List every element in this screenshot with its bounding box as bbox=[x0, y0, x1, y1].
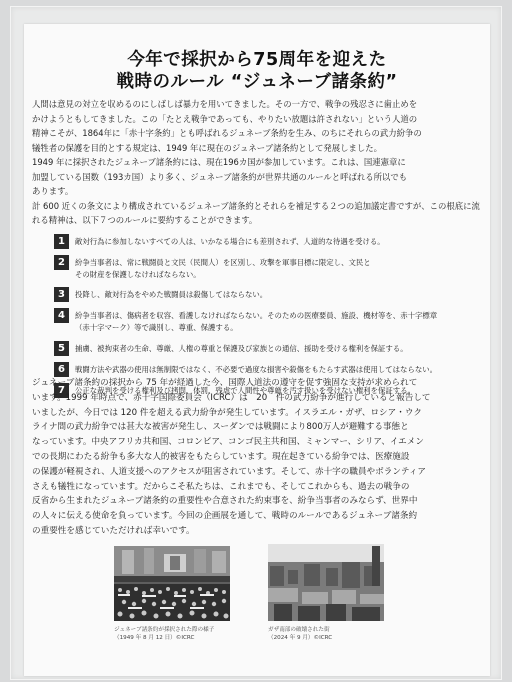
intro-line: 計 600 近くの条文により構成されているジュネーブ諸条約とそれらを補足する２つの追加議定書ですが、この根底に流れる精神は、以下７つのルールに要約することができます。 bbox=[32, 200, 480, 225]
rule-text: 捕虜、被拘束者の生命、尊厳、人権の尊重と保護及び家族との通信、援助を受ける権利を保証する。 bbox=[75, 344, 408, 353]
body-line: 反省から生まれたジュネーブ諸条約の重要性や合意された約束事を、紛争当事者のみならず、世界中 bbox=[32, 496, 418, 507]
rule-text: 公正な裁判を受ける権利及び拷問、体罰、残虐で人間性や尊厳を汚す扱いを受けない権利を保証する。 bbox=[75, 386, 415, 395]
rule-text: 敵対行為に参加しないすべての人は、いかなる場合にも差別されず、人道的な待遇を受ける。 bbox=[75, 237, 385, 246]
assembly-photo-image bbox=[114, 546, 230, 621]
body-line: ジュネーブ諸条約の採択から 75 年が経過した今、国際人道法の遵守を促す強固な支持が求められて bbox=[32, 378, 418, 388]
body-text bbox=[32, 376, 484, 539]
body-line: の人々に伝える使命を負っています。今回の企画展を通して、戦時のルールであるジュネーブ諸条約 bbox=[32, 511, 418, 522]
rule-item-5 bbox=[54, 341, 480, 358]
rule-item-1 bbox=[54, 234, 480, 251]
rule-number: 3 bbox=[54, 287, 69, 302]
title-line-2: 戦時のルール “ジュネーブ諸条約” bbox=[116, 72, 398, 92]
exhibit-panel bbox=[24, 24, 490, 676]
rule-text: 投降し、敵対行為をやめた戦闘員は殺傷してはならない。 bbox=[75, 290, 268, 299]
body-line: での長期にわたる紛争も多大な人的被害をもたらしています。現在起きている紛争では、医療施設 bbox=[32, 451, 410, 462]
rule-text: 戦闘方法や武器の使用は無制限ではなく、不必要で過度な損害や殺傷をもたらす武器は使用してはならない。 bbox=[75, 365, 437, 374]
rule-number: 2 bbox=[54, 255, 69, 270]
body-line: ライナ間の武力紛争では甚大な被害が発生し、スーダンでは戦闘により800万人が避難する事態と bbox=[32, 422, 409, 433]
intro-line: 1949 年に採択されたジュネーブ諸条約には、現在196カ国が参加しています。これは、国連憲章に bbox=[32, 157, 406, 167]
body-line: なっています。中央アフリカ共和国、コロンビア、コンゴ民主共和国、ミャンマー、シリア、イエメン bbox=[32, 437, 424, 448]
body-line: の保護が軽視され、人道支援へのアクセスが阻害されています。そして、赤十字の職員やボランティア bbox=[32, 466, 427, 477]
rule-number: 6 bbox=[54, 362, 69, 377]
destroyed-city-photo-image bbox=[268, 544, 384, 621]
destroyed-city-photo-caption: ガザ南部の破壊された街 （2024 年 9 月）©ICRC bbox=[268, 627, 333, 641]
intro-line: 犠牲者の保護を目的とする規定は、1949 年に現在のジュネーブ諸条約として発展しました。 bbox=[32, 142, 383, 153]
rule-text: 紛争当事者は、傷病者を収容、看護しなければならない。そのための医療要員、施設、機材等を、赤十字標章 （赤十字マーク）等で識別し、尊重、保護する。 bbox=[75, 311, 438, 332]
assembly-photo bbox=[114, 546, 230, 621]
intro-line: 人間は意見の対立を収めるのにしばしば暴力を用いてきました。その一方で、戦争の残忍さに歯止めを bbox=[32, 99, 418, 109]
rule-text: 紛争当事者は、常に戦闘員と文民（民間人）を区別し、攻撃を軍事目標に限定し、文民と その財産を保護しなければならない。 bbox=[75, 258, 371, 279]
intro-line: かけようともしてきました。この「たとえ戦争であっても、やりたい放題は許されない」という人道の bbox=[32, 113, 418, 124]
body-line: さえも犠牲になっています。だからこそ私たちは、これまでも、そしてこれからも、過去の戦争の bbox=[32, 481, 410, 492]
destroyed-city-photo bbox=[268, 544, 384, 621]
intro-line: あります。 bbox=[32, 186, 74, 196]
body-line: います。1999 年時点で、赤十字国際委員会（ICRC）は 20 件の武力紛争が進行していると報告して bbox=[32, 392, 431, 403]
rule-number: 4 bbox=[54, 308, 69, 323]
rule-item-2 bbox=[54, 255, 480, 284]
intro-text bbox=[32, 97, 484, 228]
title-line-1: 今年で採択から75周年を迎えた bbox=[127, 50, 387, 70]
rule-number: 7 bbox=[54, 383, 69, 398]
intro-line: 加盟している国数（193カ国）より多く、ジュネーブ諸条約が世界共通のルールと呼ばれる所以でも bbox=[32, 171, 408, 182]
rule-number: 1 bbox=[54, 234, 69, 249]
intro-line: 精神こそが、1864年に「赤十字条約」とも呼ばれるジュネーブ条約を生み、のちにそれらの武力紛争の bbox=[32, 128, 422, 138]
rule-item-3 bbox=[54, 287, 480, 304]
assembly-photo-caption: ジュネーブ諸条約が採択された際の様子 （1949 年 8 月 12 日）©ICRC bbox=[114, 627, 215, 641]
body-line: の重要性を感じていただければ幸いです。 bbox=[32, 525, 195, 536]
rule-number: 5 bbox=[54, 341, 69, 356]
rule-item-4 bbox=[54, 308, 480, 337]
body-line: いましたが、今日では 120 件を超える武力紛争が発生しています。イスラエル・ガザ、ロシア・ウク bbox=[32, 407, 423, 418]
